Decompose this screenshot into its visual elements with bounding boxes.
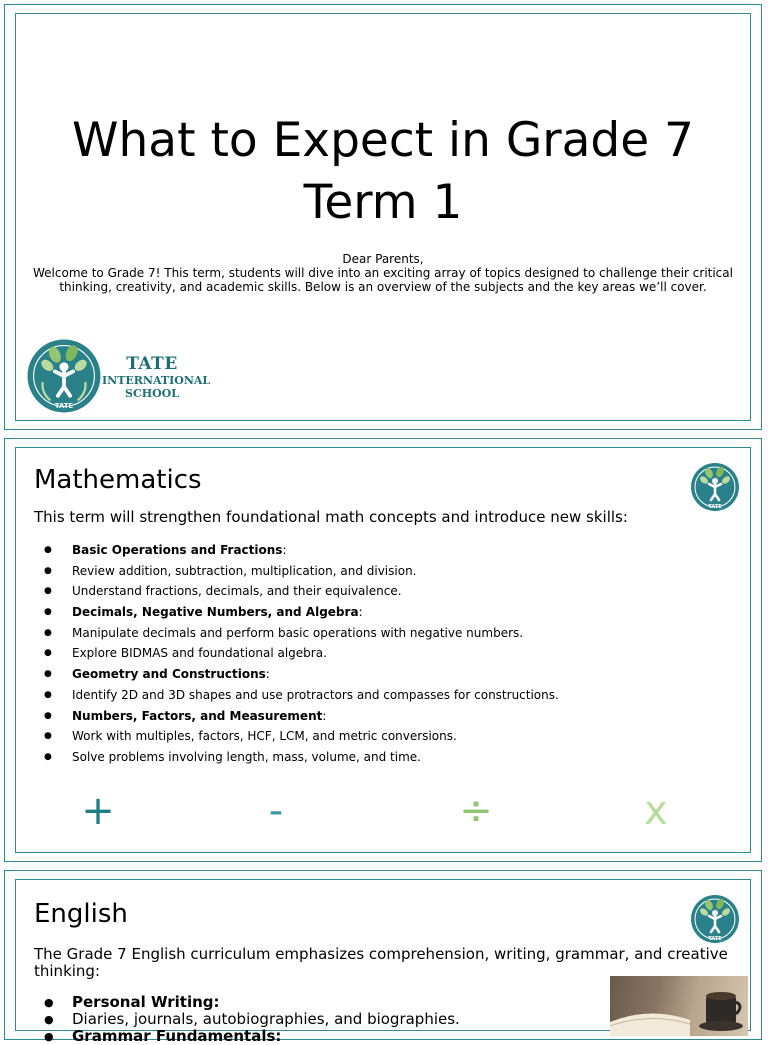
list-item [34, 1028, 460, 1045]
school-name [102, 354, 211, 400]
list-item [34, 1011, 460, 1028]
mathematics-topic-list [34, 540, 559, 768]
mathematics-slide [4, 438, 762, 862]
mathematics-heading: Mathematics [34, 465, 202, 495]
page-title [16, 110, 750, 234]
list-item [34, 706, 559, 727]
list-item [34, 581, 559, 602]
list-item-text: Understand fractions, decimals, and their equivalence. [72, 584, 402, 599]
english-lead: The Grade 7 English curriculum emphasizes comprehension, writing, grammar, and creative thinking: [34, 945, 728, 980]
tate-school-crest-icon [690, 462, 740, 512]
school-name-line-2: INTERNATIONAL [102, 374, 211, 387]
crest-text: TATE [708, 504, 722, 510]
tate-school-crest-icon [26, 338, 102, 414]
crest-text: TATE [708, 936, 722, 942]
list-item-colon: : [322, 708, 327, 723]
english-slide-frame [15, 879, 751, 1045]
mathematics-slide-frame [15, 447, 751, 853]
list-item-text: Geometry and Constructions [72, 667, 266, 682]
title-slide-frame [15, 13, 751, 421]
list-item [34, 664, 559, 685]
list-item-colon: : [265, 667, 270, 682]
list-item-colon: : [358, 605, 363, 620]
math-operator-row [16, 786, 750, 836]
list-item-text: Personal Writing: [72, 993, 220, 1011]
tate-school-crest-icon [690, 894, 740, 944]
list-item-text: Review addition, subtraction, multiplication, and division. [72, 563, 417, 578]
list-item-text: Work with multiples, factors, HCF, LCM, and metric conversions. [72, 729, 457, 744]
list-item [34, 643, 559, 664]
book-and-coffee-illustration [610, 976, 748, 1036]
list-item-text: Manipulate decimals and perform basic operations with negative numbers. [72, 625, 524, 640]
list-item [34, 540, 559, 561]
math-operator-symbol: x [644, 788, 668, 834]
list-item-text: Decimals, Negative Numbers, and Algebra [72, 605, 359, 620]
school-name-line-1: TATE [126, 354, 178, 374]
intro-text [28, 252, 738, 294]
school-name-line-3: SCHOOL [125, 387, 179, 400]
book-and-coffee-photo [610, 976, 748, 1036]
list-item-text: Diaries, journals, autobiographies, and biographies. [72, 1010, 460, 1028]
mathematics-lead: This term will strengthen foundational math concepts and introduce new skills: [34, 508, 628, 526]
list-item-text: Solve problems involving length, mass, volume, and time. [72, 749, 421, 764]
list-item [34, 602, 559, 623]
intro-paragraph: Welcome to Grade 7! This term, students will dive into an exciting array of topics designed to challenge their critical thinking, creativity, and academic skills. Below is an overview of the subjects and the key areas we’ll cover. [33, 266, 733, 294]
crest-text: TATE [54, 401, 74, 410]
list-item-text: Numbers, Factors, and Measurement [72, 708, 323, 723]
list-item-text: Basic Operations and Fractions [72, 543, 283, 557]
list-item [34, 994, 460, 1011]
title-line-1: What to Expect in Grade 7 [72, 113, 694, 168]
list-item-text: Grammar Fundamentals: [72, 1027, 282, 1045]
math-operator-symbol: + [81, 788, 115, 834]
title-line-2: Term 1 [303, 175, 463, 230]
english-heading: English [34, 899, 128, 929]
list-item [34, 561, 559, 582]
list-item-text: Identify 2D and 3D shapes and use protractors and compasses for constructions. [72, 687, 559, 702]
math-operator-symbol: ÷ [459, 788, 493, 834]
list-item [34, 623, 559, 644]
list-item [34, 726, 559, 747]
greeting: Dear Parents, [342, 252, 424, 266]
list-item [34, 747, 559, 768]
list-item-colon: : [282, 543, 287, 557]
list-item-text: Explore BIDMAS and foundational algebra. [72, 646, 327, 661]
title-slide [4, 4, 762, 430]
english-slide [4, 870, 762, 1045]
list-item [34, 685, 559, 706]
math-operator-symbol: - [268, 788, 284, 834]
english-topic-list [34, 994, 460, 1045]
